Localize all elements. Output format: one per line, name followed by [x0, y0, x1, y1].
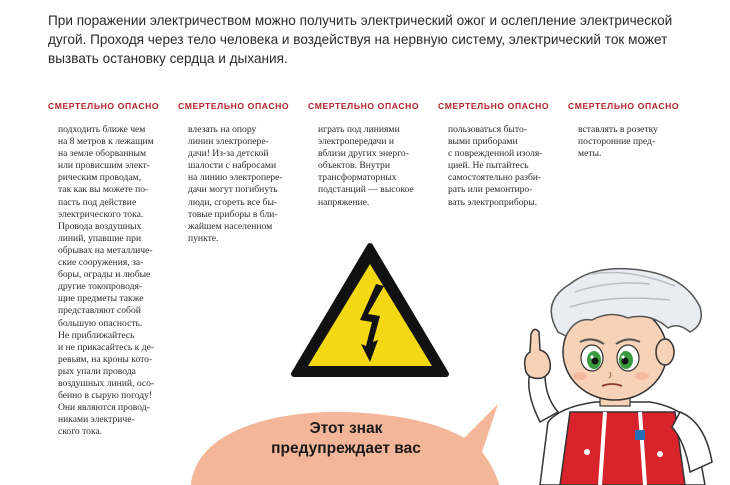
- danger-text: пользоваться быто- выми приборами с поврежденной изоля- цией. Не пытайтесь самостоятельно разби- рать или ремонтиро- вать электроприборы.: [448, 124, 543, 208]
- danger-column-4: [438, 101, 549, 209]
- danger-text: вставлять в розетку посторонние пред- меты.: [578, 124, 658, 160]
- danger-column-2: [178, 101, 289, 245]
- intro-paragraph: При поражении электричеством можно получить электрический ожог и ослепление электрической дугой. Проходя через тело человека и воздействуя на нервную систему, электрический ток может вызвать остановку сердца и дыхания.: [48, 13, 673, 66]
- danger-heading: СМЕРТЕЛЬНО ОПАСНО: [48, 101, 160, 111]
- danger-text: играть под линиями электропередачи и вблизи других энерго- объектов. Внутри трансформаторных подстанций — высокое напряжение.: [318, 124, 414, 208]
- danger-heading: СМЕРТЕЛЬНО ОПАСНО: [568, 101, 680, 111]
- danger-column-5: [568, 101, 679, 160]
- bubble-text: Этот знак предупреждает вас: [271, 420, 421, 457]
- high-voltage-warning-icon: [290, 242, 450, 380]
- danger-heading: СМЕРТЕЛЬНО ОПАСНО: [438, 101, 550, 111]
- danger-heading: СМЕРТЕЛЬНО ОПАСНО: [178, 101, 290, 111]
- danger-column-1: [48, 101, 159, 438]
- danger-text: влезать на опору линии электропере- дачи! Из-за детской шалости с набросами на линию электропере- дачи могут погибнуть люди, сгореть все бы- товые приборы в бли- жайшем населенном пункте.: [188, 124, 283, 244]
- danger-heading: СМЕРТЕЛЬНО ОПАСНО: [308, 101, 420, 111]
- danger-text: подходить ближе чем на 8 метров к лежащим на земле оборванным или провисшим элект- рическим проводам, так как вы можете по- пасть под действие электрического тока. Провода воздушных линий, упавшие при обрывах на металличе- ские сооружения, за- боры, ограды и любые другие токопроводя- щие предметы также представляют собой большую опасность. Не приближайтесь и не прикасайтесь к де- ревьям, на кроны кото- рых упали провода воздушных линий, осо- бенно в сырую погоду! Они являются провод- никами электриче- ского тока.: [58, 124, 155, 438]
- boy-character-illustration: [500, 262, 730, 485]
- danger-column-3: [308, 101, 419, 209]
